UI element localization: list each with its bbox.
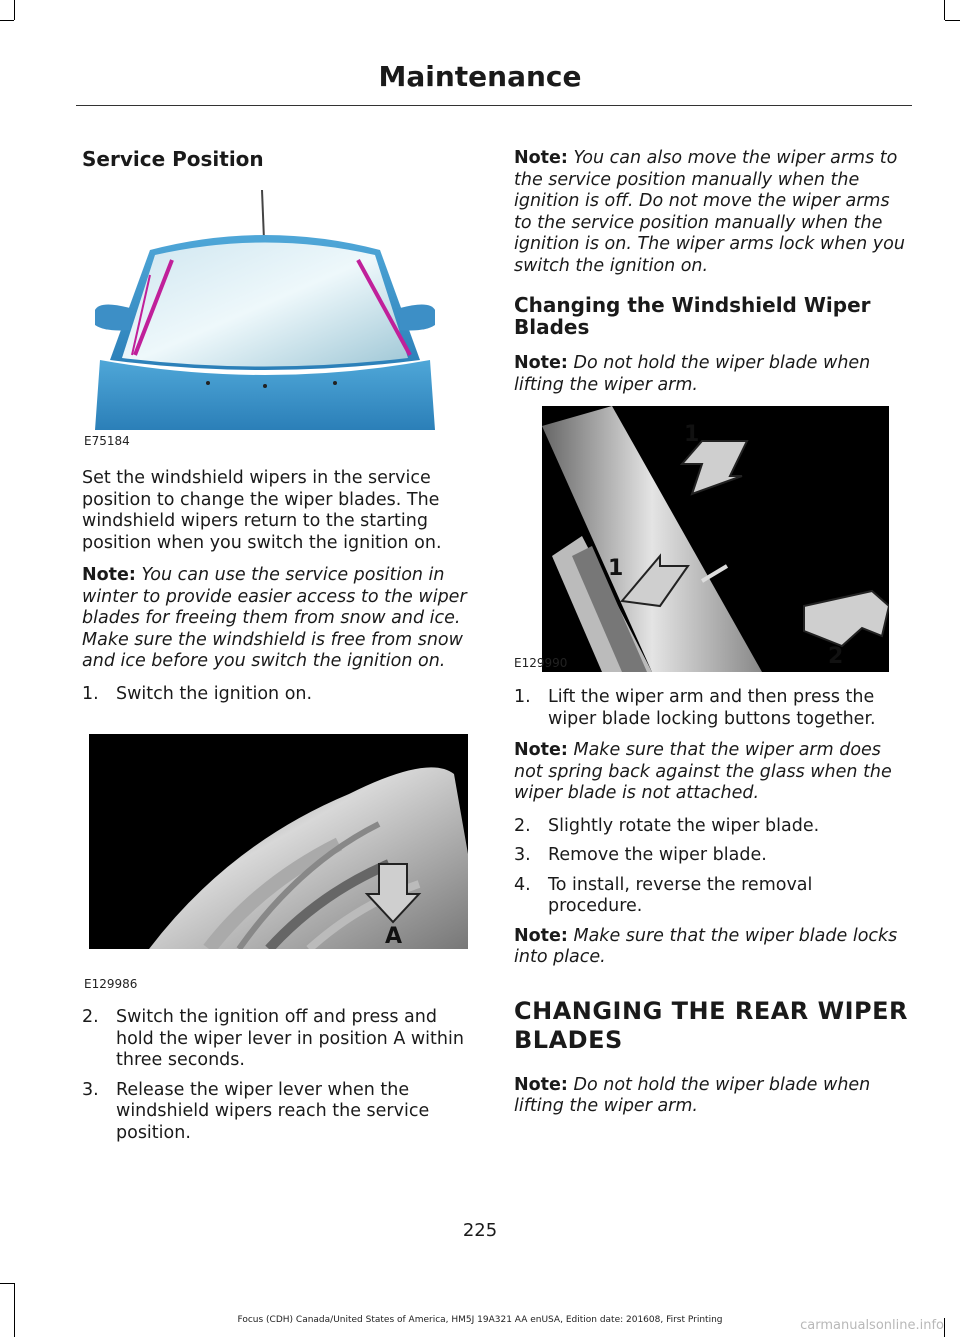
windshield-service-position-image [90,190,440,430]
section-heading: Changing the Windshield Wiper Blades [514,293,871,339]
list-number: 1. [514,687,531,707]
list-item [82,1007,474,1072]
note-label: Note: [514,148,568,168]
note-text: You can also move the wiper arms to the service position manually when the ignition is off. Do not move the wiper arms to the service position manually when the ignition is on. The wiper arms lock when you switch the ignition on. [514,148,905,276]
section-heading-large [514,997,908,1055]
figure-caption: E75184 [84,434,130,448]
header-divider [76,105,912,106]
list-item [514,875,908,918]
figure-caption: E129990 [514,656,568,670]
figure-label: 2 [828,644,844,669]
note-text: Make sure that the wiper arm does not spring back against the glass when the wiper blade is not attached. [514,740,892,803]
list-number: 3. [514,845,531,865]
note-label: Note: [514,353,568,373]
list-item [82,1080,474,1145]
note-text: Do not hold the wiper blade when lifting the wiper arm. [514,353,871,395]
list-text: Remove the wiper blade. [548,845,767,865]
crop-mark [0,20,14,21]
note [514,353,908,396]
note-text: Make sure that the wiper blade locks into place. [514,925,898,967]
note [514,1075,908,1118]
list-number: 2. [82,1007,99,1027]
note [514,148,908,277]
section-heading-line: CHANGING THE REAR WIPER [514,996,908,1025]
figure-label: A [385,924,403,949]
list-number: 2. [514,815,531,836]
note [82,565,474,673]
crop-mark [14,0,15,20]
list-number: 3. [82,1079,99,1100]
crop-mark [0,1283,14,1284]
note-label: Note: [514,925,568,946]
page-title: Maintenance [378,60,582,93]
watermark: carmanualsonline.info [800,1318,944,1333]
section-heading-line: BLADES [514,1025,623,1054]
list-text: Switch the ignition on. [116,683,313,704]
note-label: Note: [514,1074,568,1095]
list-item [82,684,474,706]
list-text: Lift the wiper arm and then press the wiper blade locking buttons together. [548,687,876,729]
note [514,740,908,805]
note-text: Do not hold the wiper blade when lifting the wiper arm. [514,1074,871,1116]
list-text: Slightly rotate the wiper blade. [548,815,820,836]
note-text: You can use the service position in winter to provide easier access to the wiper blades for freeing them from snow and ice. Make sure the windshield is free from snow and ice before you switch the ignition on. [82,565,467,671]
list-number: 4. [514,874,531,895]
figure-label: 1 [684,422,700,447]
list-text: To install, reverse the removal procedure. [548,874,813,916]
wiper-blade-removal-image [542,406,889,672]
list-text: Release the wiper lever when the windshield wipers reach the service position. [116,1079,430,1143]
note [514,926,908,969]
wiper-lever-image [89,734,468,949]
list-text: Switch the ignition off and press and hold the wiper lever in position A within three seconds. [116,1007,464,1070]
crop-mark [14,1283,15,1337]
list-number: 1. [82,683,99,704]
body-paragraph: Set the windshield wipers in the service position to change the wiper blades. The windshield wipers return to the starting position when you switch the ignition on. [82,468,442,553]
list-item [514,816,908,838]
crop-mark [945,20,960,21]
list-item [514,687,908,730]
note-label: Note: [514,740,568,760]
note-label: Note: [82,565,136,585]
figure-label: 1 [608,556,624,581]
figure-caption: E129986 [84,977,138,991]
footer-text: Focus (CDH) Canada/United States of America, HM5J 19A321 AA enUSA, Edition date: 201608, First Printing [237,1315,723,1325]
list-item [514,845,908,867]
section-heading: Service Position [82,147,264,171]
crop-mark [944,0,945,20]
page-number: 225 [462,1220,498,1241]
